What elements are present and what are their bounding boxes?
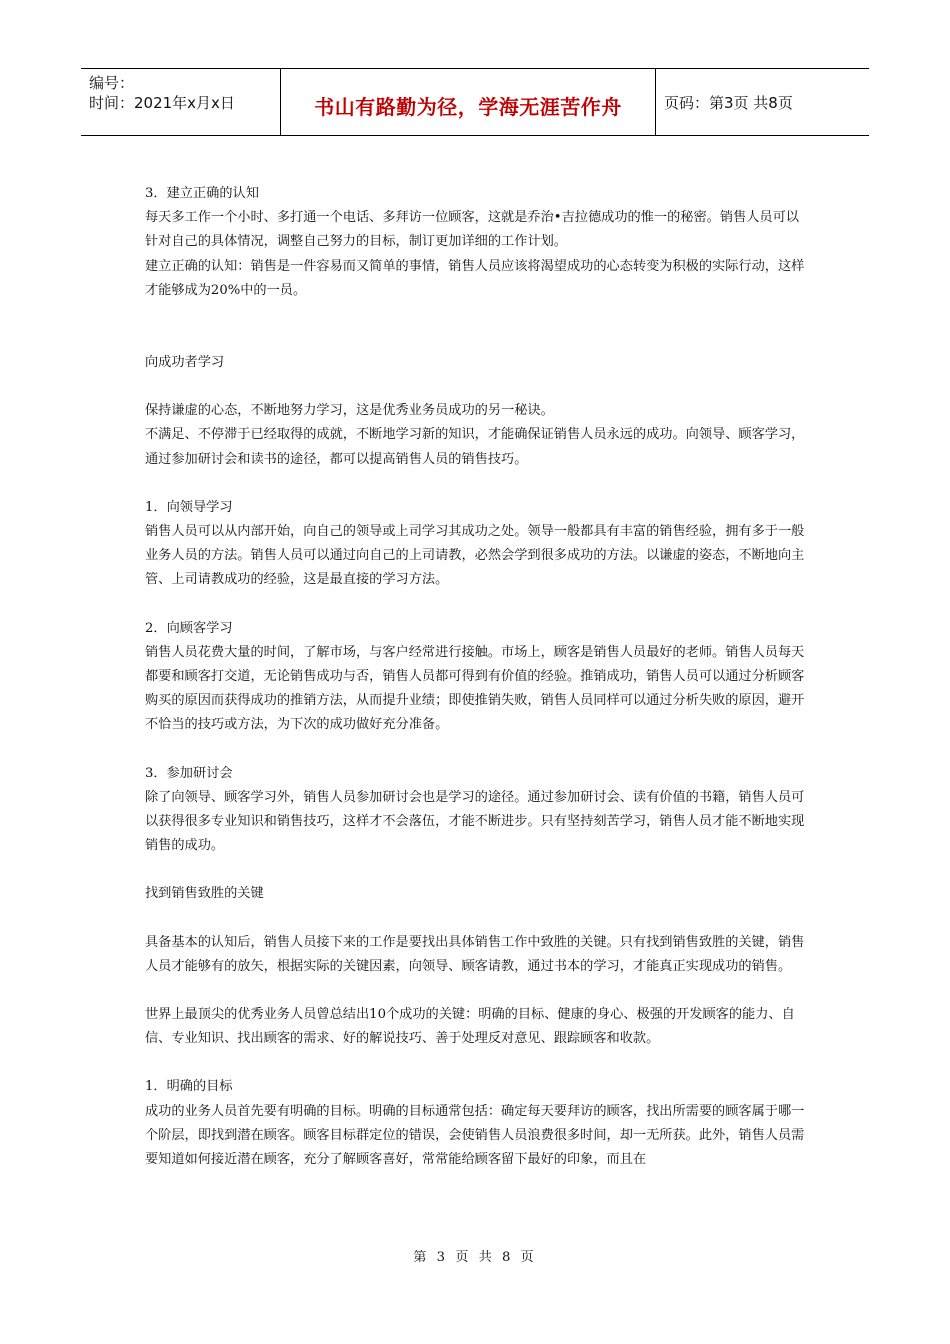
paragraph-spacer: [145, 979, 810, 1003]
body-paragraph: 每天多工作一个小时、多打通一个电话、多拜访一位顾客，这就是乔治•吉拉德成功的惟一的秘密。销售人员可以针对自己的具体情况，调整自己努力的目标，制订更加详细的工作计划。: [145, 210, 799, 250]
header-page-cell: [656, 69, 869, 135]
body-paragraph: 1．明确的目标: [145, 1079, 233, 1095]
paragraph-spacer: [145, 738, 810, 762]
body-paragraph: 2．向顾客学习: [145, 620, 233, 636]
document-body: [145, 182, 810, 1172]
paragraph-spacer: [145, 327, 810, 351]
paragraph-spacer: [145, 303, 810, 327]
body-paragraph: 具备基本的认知后，销售人员接下来的工作是要找出具体销售工作中致胜的关键。只有找到销售致胜的关键，销售人员才能够有的放矢，根据实际的关键因素，向领导、顾客请教，通过书本的学习，才能真正实现成功的销售。: [145, 934, 805, 974]
body-paragraph: 找到销售致胜的关键: [145, 886, 264, 902]
paragraph-spacer: [145, 907, 810, 931]
header-motto-cell: [281, 69, 656, 135]
motto-text: 书山有路勤为径，学海无涯苦作舟: [314, 95, 622, 119]
header-page-number: 页码：第3页 共8页: [664, 94, 793, 112]
body-paragraph: 成功的业务人员首先要有明确的目标。明确的目标通常包括：确定每天要拜访的顾客，找出所需要的顾客属于哪一个阶层，即找到潜在顾客。顾客目标群定位的错误，会使销售人员浪费很多时间，却一无所获。此外，销售人员需要知道如何接近潜在顾客，充分了解顾客喜好，常常能给顾客留下最好的印象，而且在: [145, 1103, 805, 1168]
header-info-cell: [81, 69, 281, 135]
paragraph-spacer: [145, 472, 810, 496]
body-paragraph: 世界上最顶尖的优秀业务人员曾总结出10个成功的关键：明确的目标、健康的身心、极强的开发顾客的能力、自信、专业知识、找出顾客的需求、好的解说技巧、善于处理反对意见、跟踪顾客和收款。: [145, 1007, 795, 1047]
paragraph-spacer: [145, 1051, 810, 1075]
body-paragraph: 1．向领导学习: [145, 499, 233, 515]
paragraph-spacer: [145, 593, 810, 617]
body-paragraph: 3．建立正确的认知: [145, 186, 259, 201]
body-paragraph: 除了向领导、顾客学习外，销售人员参加研讨会也是学习的途径。通过参加研讨会、读有价值的书籍，销售人员可以获得很多专业知识和销售技巧，这样才不会落伍，才能不断进步。只有坚持刻苦学习，销售人员才能不断地实现销售的成功。: [145, 789, 805, 854]
body-paragraph: 保持谦虚的心态，不断地努力学习，这是优秀业务员成功的另一秘诀。: [145, 403, 554, 419]
paragraph-spacer: [145, 375, 810, 399]
document-time-label: 时间：2021年x月x日: [89, 94, 235, 112]
body-paragraph: 向成功者学习: [145, 355, 225, 371]
document-number-label: 编号：: [89, 74, 135, 92]
body-paragraph: 3．参加研讨会: [145, 765, 233, 781]
body-paragraph: 不满足、不停滞于已经取得的成就，不断地学习新的知识，才能确保证销售人员永远的成功。向领导、顾客学习，通过参加研讨会和读书的途径，都可以提高销售人员的销售技巧。: [145, 427, 805, 467]
body-paragraph: 销售人员花费大量的时间，了解市场，与客户经常进行接触。市场上，顾客是销售人员最好的老师。销售人员每天都要和顾客打交道，无论销售成功与否，销售人员都可得到有价值的经验。推销成功，销售人员可以通过分析顾客购买的原因而获得成功的推销方法，从而提升业绩；即使推销失败，销售人员同样可以通过分析失败的原因，避开不恰当的技巧或方法，为下次的成功做好充分准备。: [145, 644, 805, 733]
body-paragraph: 销售人员可以从内部开始，向自己的领导或上司学习其成功之处。领导一般都具有丰富的销售经验，拥有多于一般业务人员的方法。销售人员可以通过向自己的上司请教，必然会学到很多成功的方法。以谦虚的姿态，不断地向主管、上司请教成功的经验，这是最直接的学习方法。: [145, 524, 805, 588]
paragraph-spacer: [145, 858, 810, 882]
footer-page-number: 第 3 页 共 8 页: [413, 1250, 537, 1265]
body-paragraph: 建立正确的认知：销售是一件容易而又简单的事情，销售人员应该将渴望成功的心态转变为积极的实际行动，这样才能够成为20%中的一员。: [145, 258, 805, 298]
header-table: [81, 68, 869, 136]
